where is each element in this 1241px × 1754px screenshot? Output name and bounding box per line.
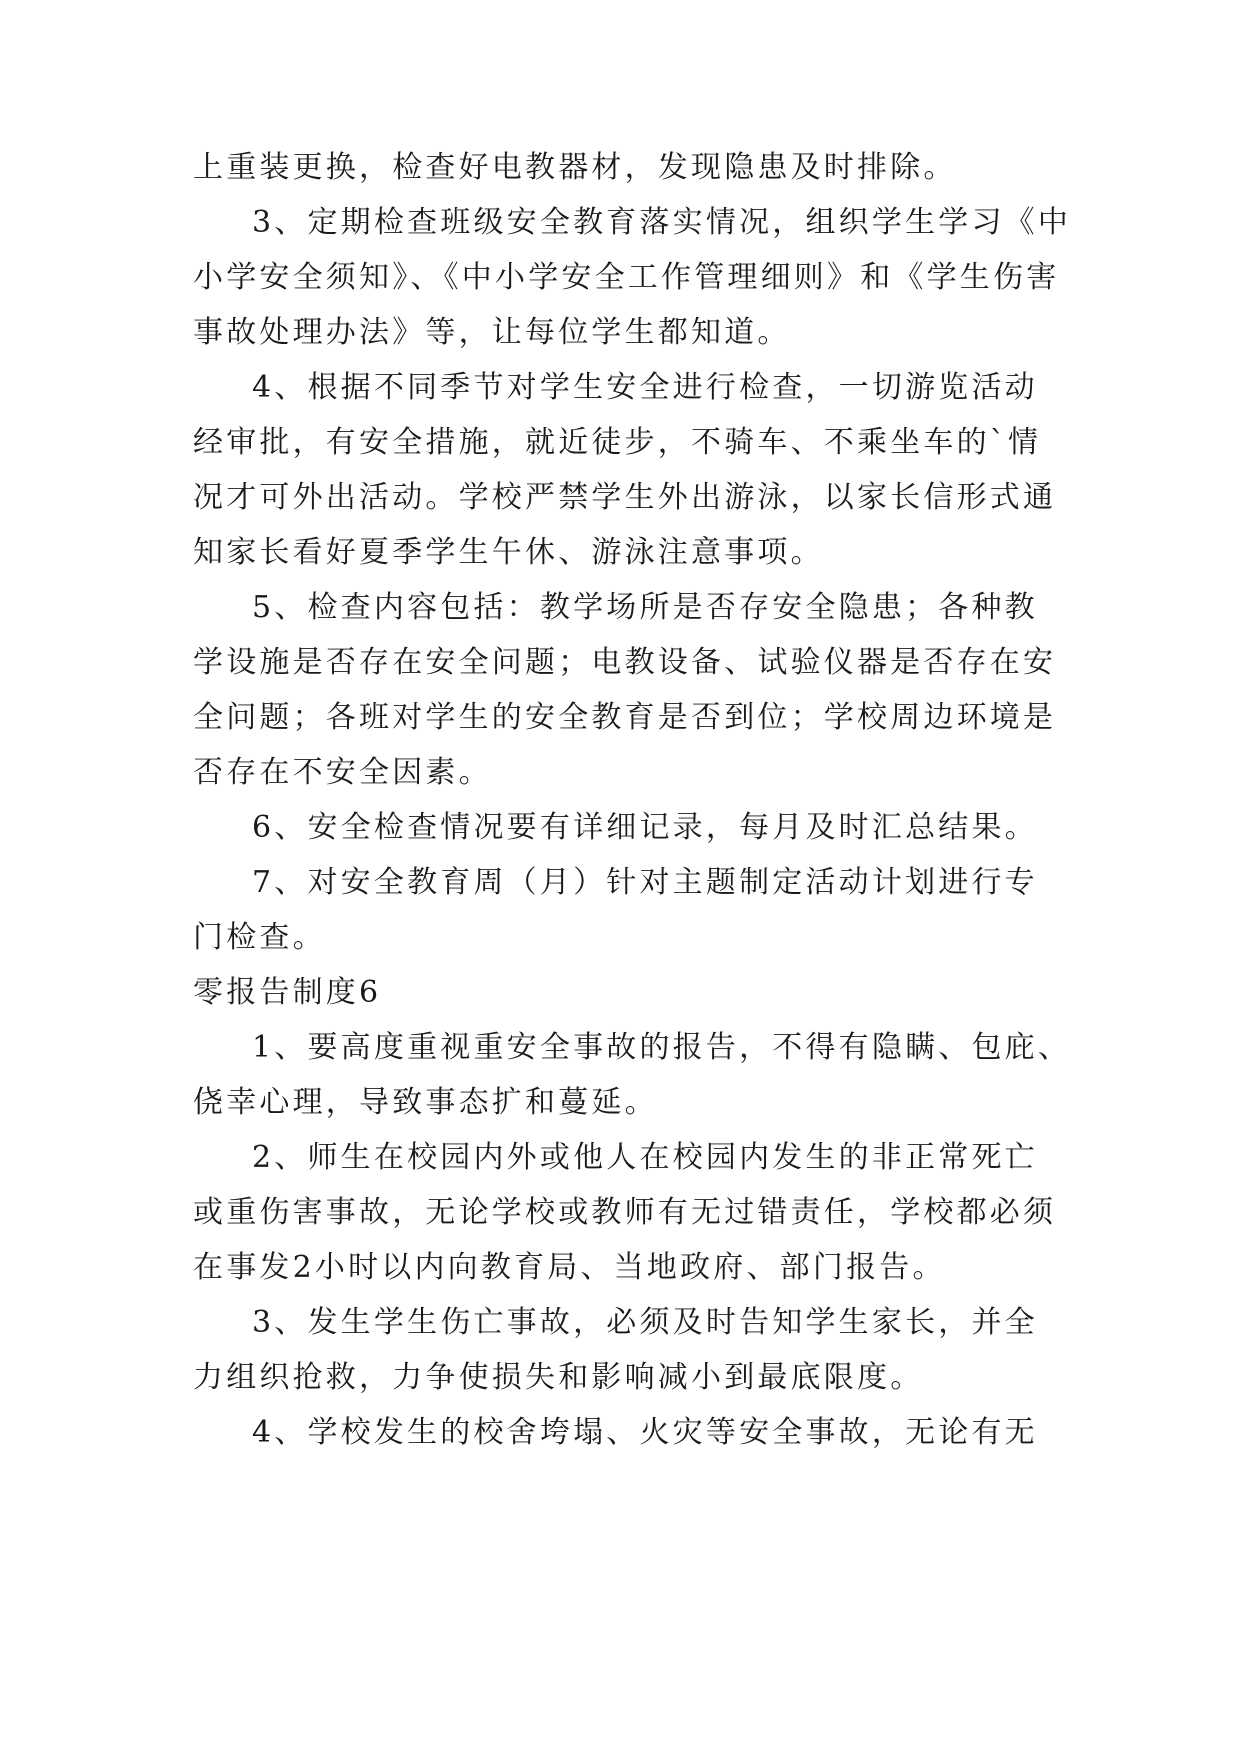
text-line: 事故处理办法》等，让每位学生都知道。 (193, 315, 791, 350)
text-line: 或重伤害事故，无论学校或教师有无过错责任，学校都必须 (193, 1195, 1057, 1230)
paragraph-line: 5、检查内容包括：教学场所是否存安全隐患；各种教 (252, 590, 1038, 625)
text-line: 小学安全须知》、《中小学安全工作管理细则》和《学生伤害 (193, 260, 1060, 295)
text-line: 学设施是否存在安全问题；电教设备、试验仪器是否存在安 (193, 645, 1057, 680)
text-line: 况才可外出活动。学校严禁学生外出游泳，以家长信形式通 (193, 480, 1057, 515)
paragraph-line: 3、发生学生伤亡事故，必须及时告知学生家长，并全 (252, 1305, 1038, 1340)
paragraph-line: 4、根据不同季节对学生安全进行检查，一切游览活动 (252, 370, 1038, 405)
paragraph-line: 2、师生在校园内外或他人在校园内发生的非正常死亡 (252, 1140, 1038, 1175)
text-line: 上重装更换，检查好电教器材，发现隐患及时排除。 (193, 150, 957, 185)
paragraph-line: 1、要高度重视重安全事故的报告，不得有隐瞒、包庇、 (252, 1030, 1072, 1065)
text-line: 否存在不安全因素。 (193, 755, 492, 790)
paragraph-line: 3、定期检查班级安全教育落实情况，组织学生学习《中 (252, 205, 1072, 240)
paragraph-line: 4、学校发生的校舍垮塌、火灾等安全事故，无论有无 (252, 1415, 1038, 1450)
text-line: 力组织抢救，力争使损失和影响减小到最底限度。 (193, 1360, 924, 1395)
text-line: 经审批，有安全措施，就近徒步，不骑车、不乘坐车的`情 (193, 425, 1042, 460)
text-line: 全问题；各班对学生的安全教育是否到位；学校周边环境是 (193, 700, 1057, 735)
section-heading: 零报告制度6 (193, 975, 382, 1010)
paragraph-line: 7、对安全教育周（月）针对主题制定活动计划进行专 (252, 865, 1038, 900)
text-line: 知家长看好夏季学生午休、游泳注意事项。 (193, 535, 824, 570)
text-line: 门检查。 (193, 920, 326, 955)
text-line: 在事发2小时以内向教育局、当地政府、部门报告。 (193, 1250, 946, 1285)
paragraph-line: 6、安全检查情况要有详细记录，每月及时汇总结果。 (252, 810, 1038, 845)
text-line: 侥幸心理，导致事态扩和蔓延。 (193, 1085, 658, 1120)
